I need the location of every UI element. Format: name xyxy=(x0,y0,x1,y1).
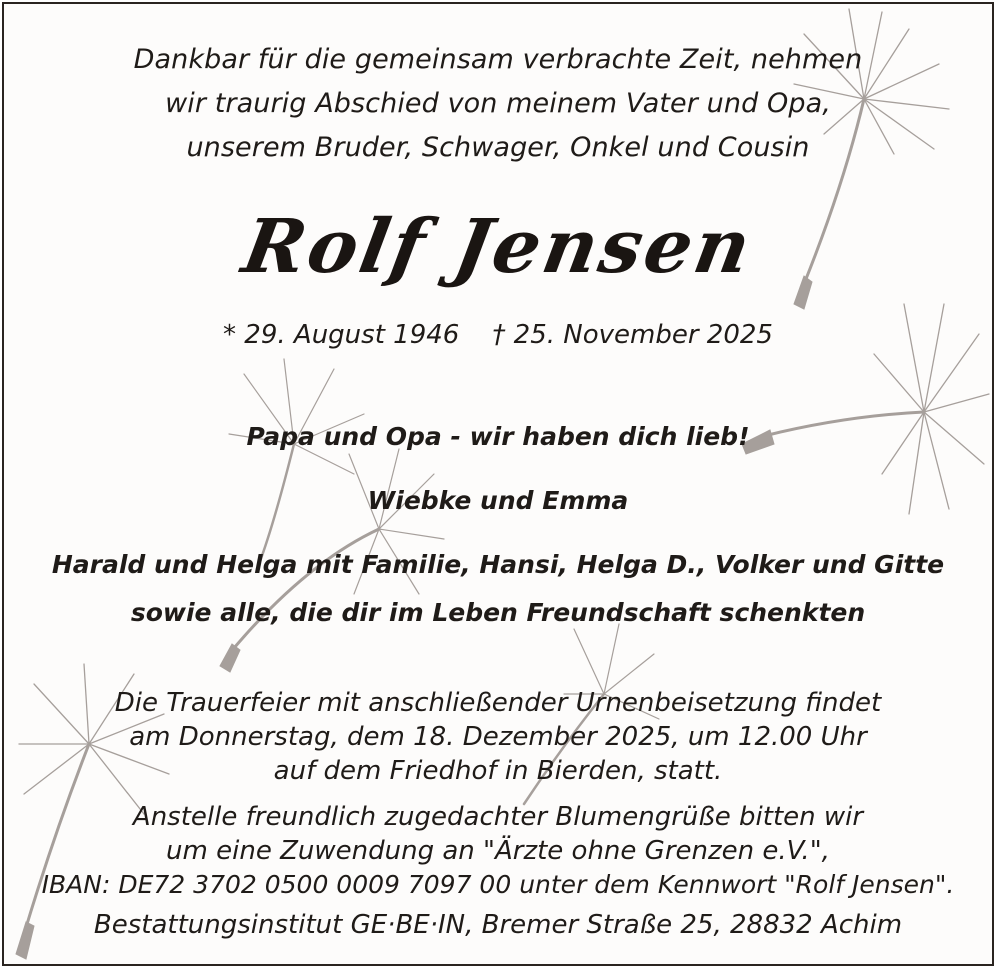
mourners-line-2: Harald und Helga mit Familie, Hansi, Helga D., Volker und Gitte xyxy=(51,550,945,579)
intro-line-2: wir traurig Abschied von meinem Vater und Opa, xyxy=(165,88,831,119)
intro-line-3: unserem Bruder, Schwager, Onkel und Cousin xyxy=(186,132,810,163)
donation-line-2: um eine Zuwendung an "Ärzte ohne Grenzen e.V.", xyxy=(166,836,830,866)
funeral-home: Bestattungsinstitut GE·BE·IN, Bremer Straße 25, 28832 Achim xyxy=(93,910,903,940)
mourners-line-3: sowie alle, die dir im Leben Freundschaft schenkten xyxy=(130,598,866,627)
ceremony-line-2: am Donnerstag, dem 18. Dezember 2025, um 12.00 Uhr xyxy=(129,722,867,752)
obituary-card xyxy=(2,2,994,966)
family-message: Papa und Opa - wir haben dich lieb! xyxy=(246,422,750,451)
intro-line-1: Dankbar für die gemeinsam verbrachte Zeit, nehmen xyxy=(133,44,863,75)
deceased-name: Rolf Jensen xyxy=(236,204,760,290)
donation-line-1: Anstelle freundlich zugedachter Blumengrüße bitten wir xyxy=(132,802,864,832)
life-dates: * 29. August 1946 † 25. November 2025 xyxy=(223,320,773,350)
donation-line-3: IBAN: DE72 3702 0500 0009 7097 00 unter dem Kennwort "Rolf Jensen". xyxy=(41,870,955,899)
mourners-line-1: Wiebke und Emma xyxy=(367,486,629,515)
ceremony-line-3: auf dem Friedhof in Bierden, statt. xyxy=(273,756,723,786)
ceremony-line-1: Die Trauerfeier mit anschließender Urnenbeisetzung findet xyxy=(114,688,882,718)
